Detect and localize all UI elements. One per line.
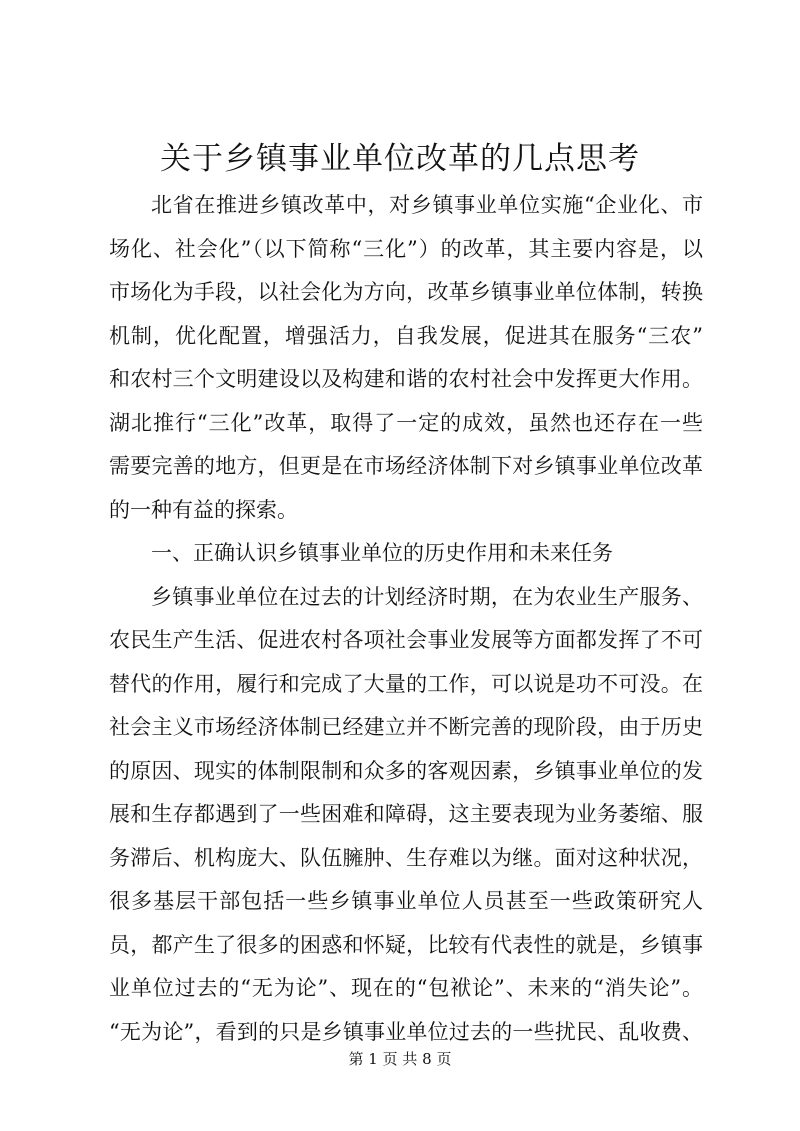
body-line: 乡镇事业单位在过去的计划经济时期，在为农业生产服务、 [151, 584, 703, 609]
body-line: 和农村三个文明建设以及构建和谐的农村社会中发挥更大作用。 [109, 367, 703, 391]
body-line: 社会主义市场经济体制已经建立并不断完善的现阶段，由于历史 [109, 715, 703, 739]
body-line: 业单位过去的“无为论”、现在的“包袱论”、未来的“消失论”。 [109, 976, 703, 1000]
body-line: 很多基层干部包括一些乡镇事业单位人员甚至一些政策研究人 [109, 889, 703, 913]
document-title: 关于乡镇事业单位改革的几点思考 [160, 141, 640, 177]
body-line: 机制，优化配置，增强活力，自我发展，促进其在服务“三农” [109, 323, 703, 348]
body-line: 需要完善的地方，但更是在市场经济体制下对乡镇事业单位改革 [109, 454, 703, 478]
body-line: 湖北推行“三化”改革，取得了一定的成效，虽然也还存在一些 [109, 410, 703, 435]
body-line: 展和生存都遇到了一些困难和障碍，这主要表现为业务萎缩、服 [109, 802, 703, 826]
section-heading: 一、正确认识乡镇事业单位的历史作用和未来任务 [151, 541, 613, 565]
document-body [109, 184, 703, 1054]
body-line: 农民生产生活、促进农村各项社会事业发展等方面都发挥了不可 [109, 628, 703, 652]
body-line: 务滞后、机构庞大、队伍臃肿、生存难以为继。面对这种状况， [109, 845, 703, 870]
page-number-footer: 第 1 页 共 8 页 [348, 1050, 452, 1068]
body-line: “无为论”，看到的只是乡镇事业单位过去的一些扰民、乱收费、 [109, 1019, 703, 1044]
body-line: 替代的作用，履行和完成了大量的工作，可以说是功不可没。在 [109, 671, 703, 696]
body-line: 市场化为手段，以社会化为方向，改革乡镇事业单位体制，转换 [109, 280, 703, 304]
body-line: 场化、社会化”（以下简称“三化”）的改革，其主要内容是，以 [109, 236, 703, 261]
body-line: 员，都产生了很多的困惑和怀疑，比较有代表性的就是，乡镇事 [109, 932, 703, 957]
body-line: 的原因、现实的体制限制和众多的客观因素，乡镇事业单位的发 [109, 758, 703, 783]
body-line: 的一种有益的探索。 [109, 497, 298, 522]
body-line: 北省在推进乡镇改革中，对乡镇事业单位实施“企业化、市 [151, 193, 703, 217]
